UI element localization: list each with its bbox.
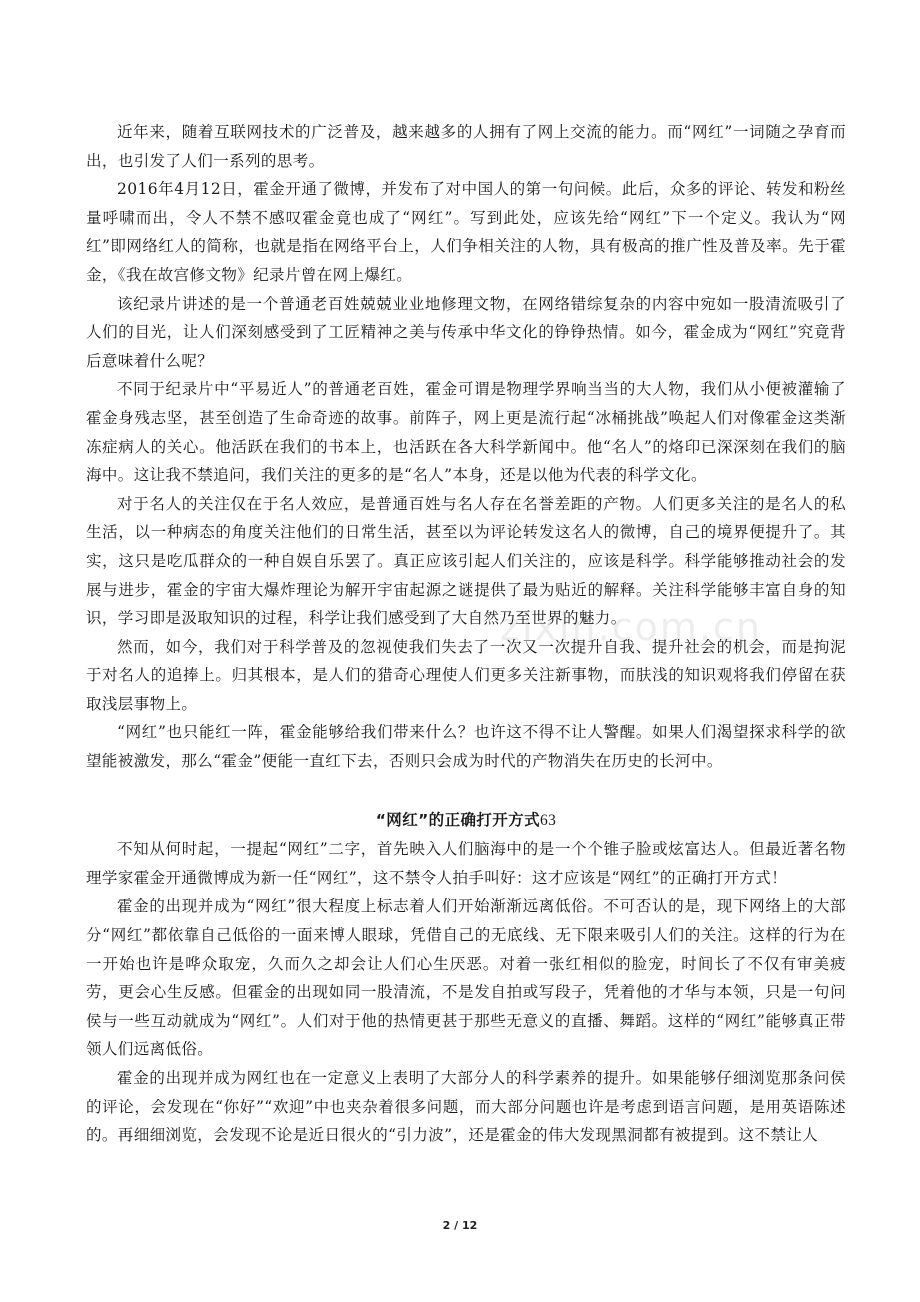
essay-section-1 — [86, 118, 846, 776]
watermark: zixin.com.cn — [500, 605, 762, 649]
essay-section-2 — [86, 806, 846, 1150]
paragraph: 霍金的出现并成为“网红”很大程度上标志着人们开始渐渐远离低俗。不可否认的是，现下网络上的大部分“网红”都依靠自己低俗的一面来博人眼球，凭借自己的无底线、无下限来吸引人们的关注。这样的行为在一开始也许是哗众取宠，久而久之却会让人们心生厌恶。对着一张红相似的脸宠，时间长了不仅有审美疲劳，更会心生反感。但霍金的出现如同一股清流，不是发自拍或写段子，凭着他的才华与本领，只是一句问侯与一些互动就成为“网红”。人们对于他的热情更甚于那些无意义的直播、舞蹈。这样的“网红”能够真正带领人们远离低俗。 — [86, 897, 846, 1059]
heading-title: “网红”的正确打开方式 — [375, 810, 540, 829]
paragraph: 不同于纪录片中“平易近人”的普通老百姓，霍金可谓是物理学界响当当的大人物，我们从小便被灌输了霍金身残志坚，甚至创造了生命奇迹的故事。前阵子，网上更是流行起“冰桶挑战”唤起人们对像霍金这类渐冻症病人的关心。他活跃在我们的书本上，也活跃在各大科学新闻中。他“名人”的烙印已深深刻在我们的脑海中。这让我不禁追问，我们关注的更多的是“名人”本身，还是以他为代表的科学文化。 — [86, 380, 846, 485]
paragraph: 不知从何时起，一提起“网红”二字，首先映入人们脑海中的是一个个锥子脸或炫富达人。但最近著名物理学家霍金开通微博成为新一任“网红”，这不禁令人拍手叫好：这才应该是“网红”的正确打开方式！ — [86, 840, 846, 887]
heading-number: 63 — [539, 811, 557, 829]
section-spacer — [86, 776, 846, 806]
paragraph: 然而，如今，我们对于科学普及的忽视使我们失去了一次又一次提升自我、提升社会的机会，而是拘泥于对名人的追捧上。归其根本，是人们的猎奇心理使人们更多关注新事物，而肤浅的知识观将我们停留在获取浅层事物上。 — [86, 637, 846, 713]
paragraph: 2016年4月12日，霍金开通了微博，并发布了对中国人的第一句问候。此后，众多的评论、转发和粉丝量呼啸而出，令人不禁不感叹霍金竟也成了“网红”。写到此处，应该先给“网红”下一个定义。我认为“网红”即网络红人的简称，也就是指在网络平台上，人们争相关注的人物，具有极高的推广性及普及率。先于霍金，《我在故宫修文物》纪录片曾在网上爆红。 — [86, 180, 846, 284]
document-body — [86, 118, 846, 1150]
paragraph: 该纪录片讲述的是一个普通老百姓兢兢业业地修理文物，在网络错综复杂的内容中宛如一股清流吸引了人们的目光，让人们深刻感受到了工匠精神之美与传承中华文化的铮铮热情。如今，霍金成为“网红”究竟背后意味着什么呢？ — [86, 294, 846, 370]
paragraph: 霍金的出现并成为网红也在一定意义上表明了大部分人的科学素养的提升。如果能够仔细浏览那条问侯的评论，会发现在“你好”“欢迎”中也夹杂着很多问题，而大部分问题也许是考虑到语言问题，是用英语陈述的。再细细浏览，会发现不论是近日很火的“引力波”，还是霍金的伟大发现黑洞都有被提到。这不禁让人 — [86, 1069, 846, 1145]
paragraph: “网红”也只能红一阵，霍金能够给我们带来什么？也许这不得不让人警醒。如果人们渴望探求科学的欲望能被激发，那么“霍金”便能一直红下去，否则只会成为时代的产物消失在历史的长河中。 — [86, 723, 846, 771]
paragraph: 近年来，随着互联网技术的广泛普及，越来越多的人拥有了网上交流的能力。而“网红”一词随之孕育而出，也引发了人们一系列的思考。 — [86, 123, 846, 170]
page-number-footer: 2 / 12 — [442, 1219, 478, 1232]
section-heading — [86, 806, 846, 836]
paragraph: 对于名人的关注仅在于名人效应，是普通百姓与名人存在名誉差距的产物。人们更多关注的是名人的私生活，以一种病态的角度关注他们的日常生活，甚至以为评论转发这名人的微博，自己的境界便提升了。其实，这只是吃瓜群众的一种自娱自乐罢了。真正应该引起人们关注的，应该是科学。科学能够推动社会的发展与进步，霍金的宇宙大爆炸理论为解开宇宙起源之谜提供了最为贴近的解释。关注科学能够丰富自身的知识，学习即是汲取知识的过程，科学让我们感受到了大自然乃至世界的魅力。 — [86, 494, 846, 628]
